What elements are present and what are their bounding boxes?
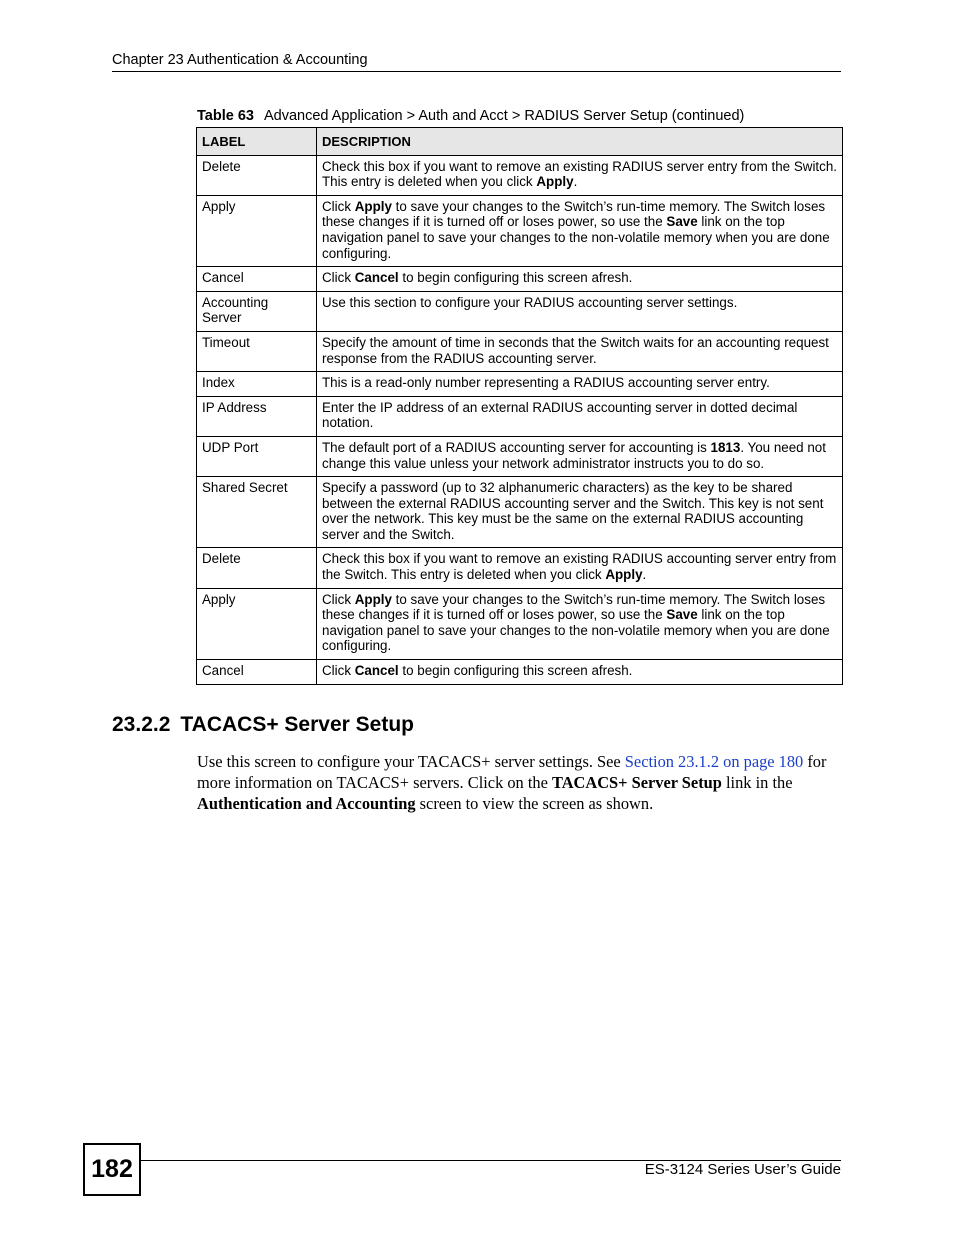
description-text: Specify a password (up to 32 alphanumeric characters) as the key to be shared between the external RADIUS accounting server and the Switch. This key is not sent over the network. This key must be the same on the external RADIUS accounting server and the Switch.: [322, 480, 824, 542]
table-row: [197, 477, 843, 548]
para-text: Use this screen to configure your TACACS+ server settings. See: [197, 752, 625, 771]
footer-guide-title: ES-3124 Series User’s Guide: [644, 1161, 841, 1178]
description-text: to begin configuring this screen afresh.: [398, 270, 633, 286]
row-label: UDP Port: [197, 436, 317, 476]
description-table: [196, 127, 843, 685]
row-label: Cancel: [197, 660, 317, 685]
row-description: [317, 660, 843, 685]
description-bold-term: Apply: [354, 198, 392, 214]
description-bold-term: Apply: [536, 174, 574, 190]
table-row: [197, 195, 843, 266]
description-bold-term: Save: [666, 607, 698, 623]
row-description: [317, 372, 843, 397]
description-text: Use this section to configure your RADIUS accounting server settings.: [322, 294, 738, 310]
para-text: screen to view the screen as shown.: [415, 794, 654, 813]
row-label: Timeout: [197, 331, 317, 371]
page-number: 182: [83, 1143, 141, 1196]
section-title: TACACS+ Server Setup: [180, 713, 414, 736]
para-text: link in the: [721, 773, 793, 792]
column-header-label: LABEL: [197, 128, 317, 156]
table-row: [197, 267, 843, 292]
row-label: Index: [197, 372, 317, 397]
section-link[interactable]: Section 23.1.2 on page 180: [624, 752, 804, 771]
table-caption-text: Advanced Application > Auth and Acct > RADIUS Server Setup (continued): [263, 108, 745, 124]
row-description: [317, 291, 843, 331]
table-row: [197, 548, 843, 588]
row-description: [317, 477, 843, 548]
description-bold-term: Apply: [354, 591, 392, 607]
table-row: [197, 588, 843, 659]
row-description: [317, 588, 843, 659]
section-heading: [112, 713, 414, 737]
row-label: Shared Secret: [197, 477, 317, 548]
row-description: [317, 155, 843, 195]
description-text: Check this box if you want to remove an existing RADIUS server entry from the Switch. This entry is deleted when you click: [322, 158, 837, 190]
description-text: to save your changes to the Switch’s run-time memory. The Switch loses these changes if it is turned off or loses power, so use the: [322, 591, 826, 623]
table-row: [197, 331, 843, 371]
row-label: IP Address: [197, 396, 317, 436]
row-label: Accounting Server: [197, 291, 317, 331]
row-description: [317, 331, 843, 371]
row-label: Apply: [197, 588, 317, 659]
table-row: [197, 372, 843, 397]
row-label: Apply: [197, 195, 317, 266]
description-text: to save your changes to the Switch’s run-time memory. The Switch loses these changes if it is turned off or loses power, so use the: [322, 198, 826, 230]
description-text: .: [642, 567, 647, 583]
description-text: to begin configuring this screen afresh.: [398, 663, 633, 679]
section-number: 23.2.2: [112, 713, 171, 736]
row-description: [317, 195, 843, 266]
description-bold-term: Apply: [605, 567, 643, 583]
table-row: [197, 660, 843, 685]
description-text: Specify the amount of time in seconds that the Switch waits for an accounting request response from the RADIUS accounting server.: [322, 334, 829, 366]
description-text: Check this box if you want to remove an existing RADIUS accounting server entry from the Switch. This entry is deleted when you click: [322, 551, 837, 583]
description-text: Click: [322, 591, 355, 607]
description-text: link on the top navigation panel to save your changes to the non-volatile memory when you are done configuring.: [322, 607, 830, 654]
description-bold-term: Cancel: [354, 270, 399, 286]
table-row: [197, 436, 843, 476]
row-label: Cancel: [197, 267, 317, 292]
table-row: [197, 396, 843, 436]
table-number: Table 63: [197, 108, 254, 124]
description-text: .: [573, 174, 578, 190]
description-text: . You need not change this value unless your network administrator instructs you to do so.: [322, 439, 826, 471]
row-description: [317, 267, 843, 292]
description-bold-term: Save: [666, 214, 698, 230]
row-description: [317, 436, 843, 476]
description-text: Click: [322, 198, 355, 214]
table-header-row: [197, 128, 843, 156]
column-header-description: DESCRIPTION: [317, 128, 843, 156]
description-text: This is a read-only number representing a RADIUS accounting server entry.: [322, 375, 770, 391]
description-text: Enter the IP address of an external RADIUS accounting server in dotted decimal notation.: [322, 399, 798, 431]
running-header: Chapter 23 Authentication & Accounting: [112, 52, 368, 68]
description-text: Click: [322, 270, 355, 286]
row-label: Delete: [197, 548, 317, 588]
table-row: [197, 155, 843, 195]
table-row: [197, 291, 843, 331]
description-text: The default port of a RADIUS accounting server for accounting is: [322, 439, 711, 455]
row-description: [317, 548, 843, 588]
para-text: for more information on TACACS+ servers. Click on the: [197, 752, 827, 792]
row-description: [317, 396, 843, 436]
table-caption: [197, 108, 744, 124]
row-label: Delete: [197, 155, 317, 195]
description-bold-term: Cancel: [354, 663, 399, 679]
para-bold-term: TACACS+ Server Setup: [551, 773, 722, 792]
para-bold-term: Authentication and Accounting: [197, 794, 416, 813]
header-divider: [112, 71, 841, 72]
description-text: Click: [322, 663, 355, 679]
description-bold-term: 1813: [710, 439, 741, 455]
table-body: [197, 155, 843, 684]
intro-paragraph: [197, 751, 847, 814]
description-text: link on the top navigation panel to save your changes to the non-volatile memory when you are done configuring.: [322, 214, 830, 261]
